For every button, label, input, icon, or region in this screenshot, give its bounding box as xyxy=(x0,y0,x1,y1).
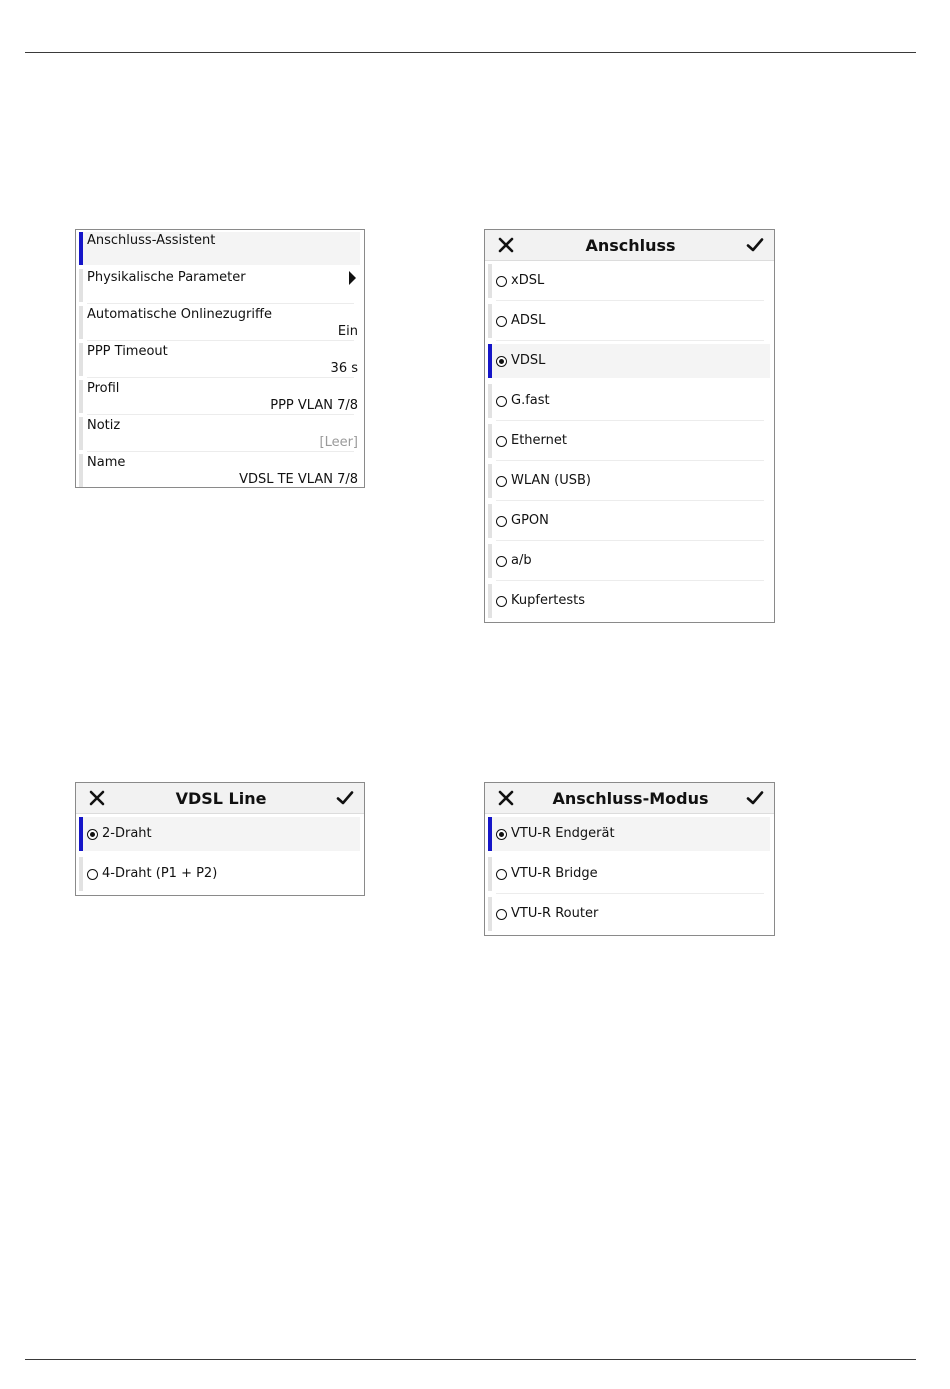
menu-item-value: Ein xyxy=(337,324,358,339)
dialog-titlebar xyxy=(76,783,364,814)
row-bar xyxy=(79,306,83,339)
anschluss-dialog xyxy=(484,229,775,623)
radio-button[interactable] xyxy=(496,909,507,920)
option-label: WLAN (USB) xyxy=(511,473,591,488)
option-label: Ethernet xyxy=(511,433,567,448)
selection-bar xyxy=(488,817,492,851)
row-bar xyxy=(488,424,492,458)
option-label: VTU-R Router xyxy=(511,906,599,921)
selection-bar xyxy=(79,817,83,851)
row-bar xyxy=(488,264,492,298)
radio-button[interactable] xyxy=(496,436,507,447)
option-vdsl[interactable] xyxy=(488,341,770,381)
menu-item-value: VDSL TE VLAN 7/8 xyxy=(239,472,358,487)
menu-item-label: Profil xyxy=(87,381,120,396)
selection-bar xyxy=(79,232,83,265)
radio-button[interactable] xyxy=(496,396,507,407)
option-label: 2-Draht xyxy=(102,826,152,841)
dialog-titlebar xyxy=(485,230,774,261)
menu-item-value: [Leer] xyxy=(319,435,358,450)
option-adsl[interactable] xyxy=(488,301,770,341)
option-label: VTU-R Endgerät xyxy=(511,826,615,841)
option-ab[interactable] xyxy=(488,541,770,581)
check-icon[interactable] xyxy=(746,789,764,807)
row-bar xyxy=(79,454,83,487)
option-wlan-usb[interactable] xyxy=(488,461,770,501)
option-label: xDSL xyxy=(511,273,545,288)
option-kupfertests[interactable] xyxy=(488,581,770,621)
row-bar xyxy=(79,417,83,450)
radio-button[interactable] xyxy=(496,596,507,607)
menu-item-ppp-timeout[interactable] xyxy=(79,341,360,378)
selection-bar xyxy=(488,344,492,378)
radio-button[interactable] xyxy=(496,556,507,567)
radio-button[interactable] xyxy=(496,316,507,327)
radio-button[interactable] xyxy=(87,869,98,880)
close-icon[interactable] xyxy=(497,789,515,807)
option-vtu-r-bridge[interactable] xyxy=(488,854,770,894)
row-bar xyxy=(488,304,492,338)
menu-item-physikalische-parameter[interactable] xyxy=(79,267,360,304)
row-bar xyxy=(488,857,492,891)
close-icon[interactable] xyxy=(88,789,106,807)
radio-button-checked[interactable] xyxy=(496,356,507,367)
radio-button[interactable] xyxy=(496,516,507,527)
dialog-title: Anschluss-Modus xyxy=(552,788,709,808)
option-4-draht[interactable] xyxy=(79,854,360,894)
option-xdsl[interactable] xyxy=(488,261,770,301)
row-bar xyxy=(79,380,83,413)
row-bar xyxy=(79,269,83,302)
check-icon[interactable] xyxy=(746,236,764,254)
row-bar xyxy=(488,544,492,578)
menu-item-label: PPP Timeout xyxy=(87,344,168,359)
row-bar xyxy=(488,584,492,618)
menu-item-value: 36 s xyxy=(330,361,358,376)
radio-button[interactable] xyxy=(496,869,507,880)
dialog-titlebar xyxy=(485,783,774,814)
option-label: VDSL xyxy=(511,353,546,368)
menu-item-automatische-onlinezugriffe[interactable] xyxy=(79,304,360,341)
header-rule xyxy=(25,52,916,53)
radio-button-checked[interactable] xyxy=(496,829,507,840)
footer-rule xyxy=(25,1359,916,1360)
option-vtu-r-endgeraet[interactable] xyxy=(488,814,770,854)
row-bar xyxy=(488,384,492,418)
menu-item-label: Physikalische Parameter xyxy=(87,270,246,285)
vdsl-line-dialog xyxy=(75,782,365,896)
menu-item-label: Notiz xyxy=(87,418,121,433)
option-ethernet[interactable] xyxy=(488,421,770,461)
menu-item-notiz[interactable] xyxy=(79,415,360,452)
connection-settings-menu xyxy=(75,229,365,488)
close-icon[interactable] xyxy=(497,236,515,254)
option-label: ADSL xyxy=(511,313,546,328)
menu-item-value: PPP VLAN 7/8 xyxy=(270,398,358,413)
option-label: Kupfertests xyxy=(511,593,586,608)
row-bar xyxy=(488,464,492,498)
menu-item-label: Anschluss-Assistent xyxy=(87,233,216,248)
radio-button-checked[interactable] xyxy=(87,829,98,840)
dialog-title: VDSL Line xyxy=(175,788,267,808)
option-label: a/b xyxy=(511,553,532,568)
menu-item-label: Automatische Onlinezugriffe xyxy=(87,307,272,322)
chevron-right-icon xyxy=(349,271,356,285)
row-bar xyxy=(79,343,83,376)
radio-button[interactable] xyxy=(496,276,507,287)
option-label: GPON xyxy=(511,513,549,528)
dialog-title: Anschluss xyxy=(585,235,676,255)
menu-item-profil[interactable] xyxy=(79,378,360,415)
option-label: G.fast xyxy=(511,393,550,408)
option-gfast[interactable] xyxy=(488,381,770,421)
menu-item-label: Name xyxy=(87,455,126,470)
row-bar xyxy=(488,504,492,538)
row-bar xyxy=(79,857,83,891)
menu-item-anschluss-assistent[interactable] xyxy=(79,230,360,267)
option-label: VTU-R Bridge xyxy=(511,866,598,881)
anschluss-modus-dialog xyxy=(484,782,775,936)
option-2-draht[interactable] xyxy=(79,814,360,854)
row-bar xyxy=(488,897,492,931)
option-gpon[interactable] xyxy=(488,501,770,541)
option-label: 4-Draht (P1 + P2) xyxy=(102,866,218,881)
menu-item-name[interactable] xyxy=(79,452,360,489)
check-icon[interactable] xyxy=(336,789,354,807)
option-vtu-r-router[interactable] xyxy=(488,894,770,934)
radio-button[interactable] xyxy=(496,476,507,487)
